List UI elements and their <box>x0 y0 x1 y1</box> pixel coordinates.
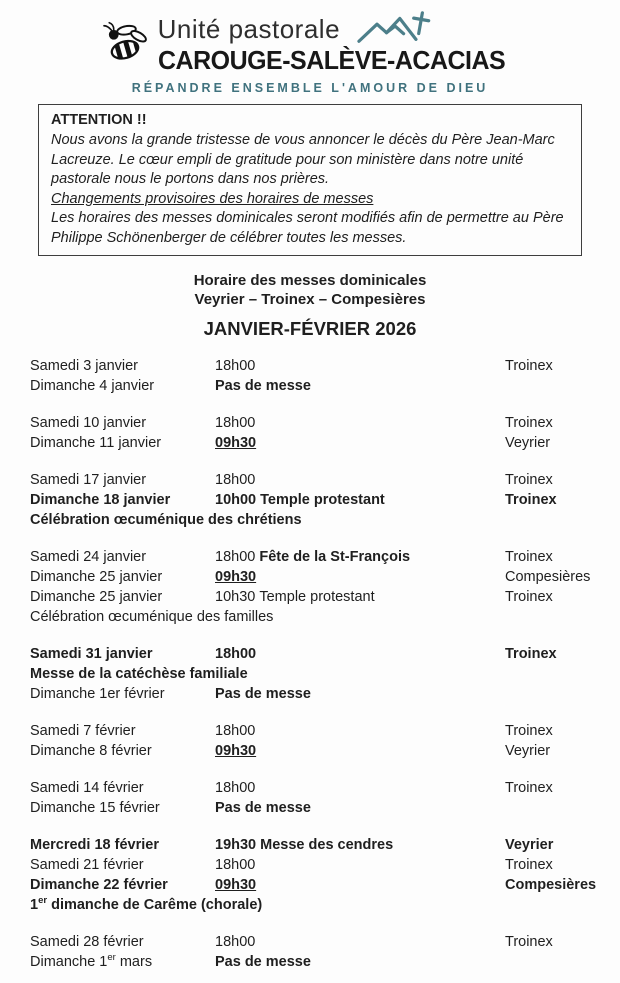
time-cell: 18h00 <box>215 857 256 873</box>
time-cell: Pas de messe <box>215 378 311 394</box>
location-cell <box>505 952 620 972</box>
time-cell: 09h30 <box>215 877 257 893</box>
date-cell: Dimanche 1er mars <box>30 952 153 970</box>
location-cell: Veyrier <box>505 743 551 759</box>
location-cell: Troinex <box>505 857 553 873</box>
event-label: Temple protestant <box>255 589 375 605</box>
location-cell: Troinex <box>505 646 557 662</box>
schedule-row <box>30 932 620 952</box>
date-cell: Dimanche 8 février <box>30 743 152 759</box>
schedule-title-line1: Horaire des messes dominicales <box>193 272 427 289</box>
location-cell: Veyrier <box>505 435 551 451</box>
schedule-row <box>30 875 620 895</box>
location-cell: Troinex <box>505 549 553 565</box>
time-cell: Pas de messe <box>215 954 311 970</box>
schedule-row <box>30 721 620 741</box>
location-cell: Troinex <box>505 589 553 605</box>
notice-body <box>51 131 569 248</box>
date-cell: Dimanche 25 janvier <box>30 589 163 605</box>
time-cell: 09h30 <box>215 743 257 759</box>
date-cell: Samedi 21 février <box>30 857 144 873</box>
notice-line: Nous avons la grande tristesse de vous annoncer le décès du Père Jean-Marc Lacreuze. Le cœur empli de gratitude pour son ministère dans notre unité pastorale nous le portons dans nos prières. <box>51 132 555 187</box>
date-cell: Samedi 24 janvier <box>30 549 147 565</box>
time-cell: 18h00 <box>215 358 256 374</box>
location-cell <box>505 684 620 704</box>
time-cell: 18h00 <box>215 934 256 950</box>
schedule-note: 1er dimanche de Carême (chorale) <box>30 895 263 913</box>
schedule-group <box>30 413 620 453</box>
time-cell: Pas de messe <box>215 686 311 702</box>
notice-line: Changements provisoires des horaires de messes <box>51 190 374 207</box>
schedule-note: Messe de la catéchèse familiale <box>30 666 248 682</box>
schedule-title-line2: Veyrier – Troinex – Compesières <box>194 291 426 308</box>
time-cell: 18h00 Fête de la St-François <box>215 549 411 565</box>
schedule-row <box>30 778 620 798</box>
location-cell: Compesières <box>505 569 591 585</box>
time-cell: 09h30 <box>215 569 257 585</box>
schedule-row <box>30 413 620 433</box>
location-cell: Troinex <box>505 723 553 739</box>
event-label: Messe des cendres <box>256 837 394 853</box>
schedule-period: JANVIER-FÉVRIER 2026 <box>203 318 417 339</box>
location-cell: Troinex <box>505 358 553 374</box>
schedule-row <box>30 798 620 818</box>
date-cell: Samedi 31 janvier <box>30 646 153 662</box>
time-cell: 19h30 Messe des cendres <box>215 837 394 853</box>
location-cell: Troinex <box>505 472 553 488</box>
location-cell <box>505 798 620 818</box>
location-cell <box>505 376 620 396</box>
location-cell: Troinex <box>505 780 553 796</box>
schedule-row <box>30 433 620 453</box>
time-cell: 18h00 <box>215 723 256 739</box>
date-cell: Samedi 17 janvier <box>30 472 147 488</box>
schedule-row <box>30 684 620 704</box>
mountain-cross-icon <box>356 12 436 46</box>
schedule-group <box>30 470 620 530</box>
schedule-row <box>30 587 620 607</box>
schedule-row <box>30 952 620 972</box>
date-cell: Dimanche 25 janvier <box>30 569 163 585</box>
time-cell: 18h00 <box>215 646 257 662</box>
notice-title: ATTENTION !! <box>51 112 147 128</box>
schedule-table <box>30 356 620 972</box>
schedule-row <box>30 356 620 376</box>
date-cell: Samedi 7 février <box>30 723 136 739</box>
brand-text <box>158 12 520 74</box>
date-cell: Dimanche 11 janvier <box>30 435 162 451</box>
notice-line: Les horaires des messes dominicales seront modifiés afin de permettre au Père Philippe Schönenberger de célébrer toutes les messes. <box>51 210 564 246</box>
org-tagline: RÉPANDRE ENSEMBLE L'AMOUR DE DIEU <box>131 81 489 95</box>
schedule-row <box>30 490 620 510</box>
time-cell: 18h00 <box>215 780 256 796</box>
org-name-line2: CAROUGE-SALÈVE-ACACIAS <box>157 45 505 75</box>
schedule-row <box>30 741 620 761</box>
date-cell: Samedi 10 janvier <box>30 415 147 431</box>
schedule-title <box>0 271 620 309</box>
location-cell: Compesières <box>505 877 597 893</box>
bee-icon <box>101 20 149 66</box>
org-name-line1: Unité pastorale <box>157 14 341 44</box>
date-cell: Dimanche 18 janvier <box>30 492 171 508</box>
location-cell: Troinex <box>505 934 553 950</box>
location-cell: Troinex <box>505 415 553 431</box>
schedule-row <box>30 567 620 587</box>
time-cell: 10h30 Temple protestant <box>215 589 375 605</box>
time-cell: Pas de messe <box>215 800 311 816</box>
schedule-row <box>30 376 620 396</box>
schedule-group <box>30 644 620 704</box>
attention-notice-box <box>38 104 582 256</box>
schedule-row <box>30 644 620 664</box>
date-cell: Samedi 28 février <box>30 934 144 950</box>
date-cell: Mercredi 18 février <box>30 837 159 853</box>
schedule-row <box>30 855 620 875</box>
date-cell: Samedi 3 janvier <box>30 358 138 374</box>
date-cell: Samedi 14 février <box>30 780 144 796</box>
time-cell: 10h00 Temple protestant <box>215 492 385 508</box>
date-cell: Dimanche 15 février <box>30 800 160 816</box>
schedule-group <box>30 835 620 915</box>
schedule-group <box>30 547 620 627</box>
schedule-group <box>30 932 620 972</box>
time-cell: 09h30 <box>215 435 257 451</box>
location-cell: Veyrier <box>505 837 554 853</box>
schedule-row <box>30 470 620 490</box>
schedule-group <box>30 778 620 818</box>
schedule-row <box>30 835 620 855</box>
schedule-group <box>30 721 620 761</box>
date-cell: Dimanche 1er février <box>30 686 165 702</box>
date-cell: Dimanche 4 janvier <box>30 378 155 394</box>
brand-logo <box>0 12 620 74</box>
event-label: Temple protestant <box>256 492 385 508</box>
event-label: Fête de la St-François <box>255 549 411 565</box>
page-header <box>0 0 620 95</box>
schedule-group <box>30 356 620 396</box>
schedule-note: Célébration œcuménique des chrétiens <box>30 512 302 528</box>
time-cell: 18h00 <box>215 415 256 431</box>
time-cell: 18h00 <box>215 472 256 488</box>
schedule-row <box>30 547 620 567</box>
location-cell: Troinex <box>505 492 557 508</box>
date-cell: Dimanche 22 février <box>30 877 168 893</box>
schedule-note: Célébration œcuménique des familles <box>30 609 274 625</box>
